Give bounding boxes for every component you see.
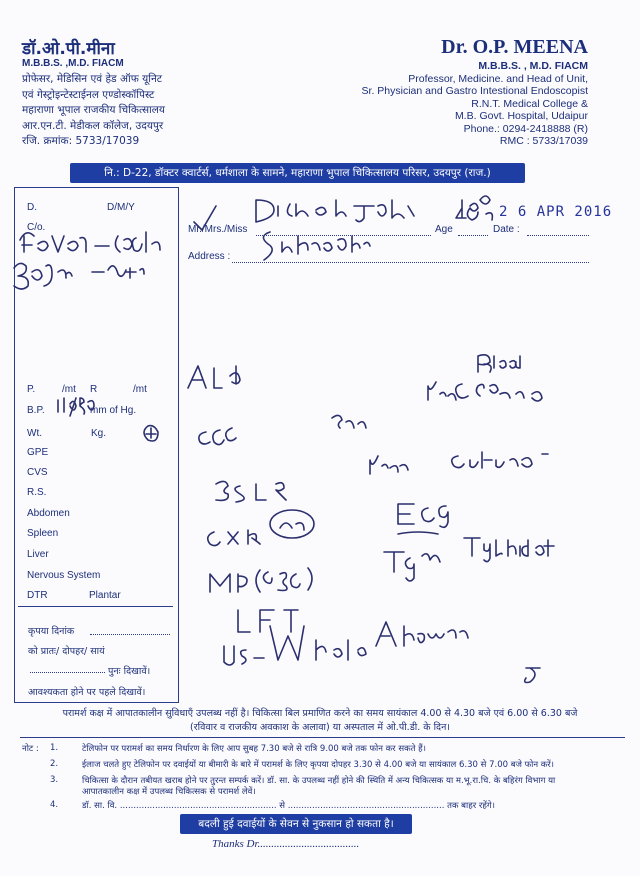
en-line: Phone.: 0294-2418888 (R) xyxy=(463,122,588,135)
test-cxr-pa-ink xyxy=(280,523,304,530)
weight-label: Wt. xyxy=(27,428,42,439)
exam-item-nervous: Nervous System xyxy=(27,570,101,581)
note-text: डॉ. सा. वि. .......................................................... से .......................................................... तक बाहर रहेंगे। xyxy=(82,801,495,811)
note-text: टेलिफोन पर परामर्श का समय निर्धारण के लिए आप सुबह 7.30 बजे से रात्रि 9.00 बजे तक फोन कर सकते हैं। xyxy=(82,744,426,754)
footer-divider xyxy=(20,737,625,738)
test-cxr-pa-circle xyxy=(270,510,314,538)
warning-bar: बदली हुई दवाईयों के सेवन से नुकसान हो सकता है। xyxy=(180,814,412,834)
hi-line: आर.एन.टी. मेडीकल कॉलेज, उदयपुर xyxy=(22,119,164,132)
en-line: Professor, Medicine. and Head of Unit, xyxy=(408,72,588,85)
age-label: Age xyxy=(435,224,453,235)
address-ink xyxy=(263,232,370,260)
exam-item-liver: Liver xyxy=(27,549,49,560)
revisit-time-prompt: को प्रातः/ दोपहर/ सायं xyxy=(28,646,105,657)
complaint-bodyache-ink xyxy=(14,263,144,289)
scribble-right-ink xyxy=(525,668,540,683)
note-num: 2. xyxy=(50,759,59,769)
pulse-unit: /mt xyxy=(62,384,76,395)
show-again-text: पुनः दिखावें। xyxy=(108,666,151,677)
en-line: RMC : 5733/17039 xyxy=(499,135,588,147)
exam-item-spleen: Spleen xyxy=(27,528,59,539)
hi-line: प्रोफेसर, मेडिसिन एवं हेड ऑफ यूनिट xyxy=(22,73,163,85)
address-label: Address : xyxy=(188,251,231,262)
test-cbc-ink xyxy=(199,428,236,445)
weight-unit: Kg. xyxy=(91,428,107,439)
residence-address-bar: नि.: D-22, डॉक्टर क्वार्टर्स, धर्मशाला के सामने, महाराणा भुपाल चिकित्सालय परिसर, उदयपुर (राज.) xyxy=(70,163,525,183)
dtr-label: DTR xyxy=(27,590,48,601)
exam-item-rs: R.S. xyxy=(27,487,47,498)
en-line: M.B. Govt. Hospital, Udaipur xyxy=(454,110,588,122)
dmy-label: D/M/Y xyxy=(107,202,135,213)
test-ecg-ink xyxy=(398,504,448,527)
test-urine-left-ink xyxy=(332,415,366,428)
test-alk-ink xyxy=(188,366,240,388)
doctor-name-english: Dr. O.P. MEENA xyxy=(441,36,588,58)
weight-mark-ink xyxy=(144,426,158,441)
doctor-name-hindi: डॉ.ओ.पी.मीना xyxy=(22,39,115,59)
footer-line-2: (रविवार व राजकीय अवकाश के अलावा) या अस्पताल में ओ.पी.डी. के दिन। xyxy=(190,722,450,733)
resp-label: R xyxy=(90,384,98,395)
note-text: आपातकालीन कक्ष में उपलब्ध चिकित्सक से परामर्श लेवें। xyxy=(82,787,256,797)
exam-item-gpe: GPE xyxy=(27,447,49,458)
age-ink xyxy=(456,200,478,220)
pulse-label: P. xyxy=(27,384,36,395)
plantar-label: Plantar xyxy=(89,590,121,601)
bp-unit: mm of Hg. xyxy=(90,405,137,416)
degrees-hindi-side: M.B.B.S. ,M.D. FIACM xyxy=(22,58,124,69)
bp-value-ink xyxy=(58,398,94,416)
test-mp-ink xyxy=(210,568,312,592)
date-label: Date : xyxy=(493,224,520,235)
note-text: चिकित्सा के दौरान तबीयत खराब होने पर तुरन्त सम्पर्क करें। डॉ. सा. के उपलब्ध नहीं होने की स्थिति में अन्य चिकित्सक या म.भू.रा.चि. के बहिरंग विभाग या xyxy=(82,776,556,786)
note-text: ईलाज चलते हुए टेलिफोन पर दवाईयों या बीमारी के बारे में परामर्श के लिए कृपया दोपहर 3.30 से 4.00 बजे या सायंकाल 6.30 से 7.00 बजे फोन करें। xyxy=(82,760,554,770)
en-line: R.N.T. Medical College & xyxy=(471,97,588,110)
patient-name-label: Mr./Mrs./Miss xyxy=(188,224,248,235)
test-bslr-ink xyxy=(216,481,286,502)
test-urine-culture-ink xyxy=(370,452,532,474)
note-num: 3. xyxy=(50,775,59,785)
test-urine-cs-ink xyxy=(428,382,542,401)
co-label: C/o. xyxy=(27,222,46,233)
en-line: Sr. Physician and Gastro Intestional Endoscopist xyxy=(361,85,588,97)
resp-unit: /mt xyxy=(133,384,147,395)
exam-item-abdomen: Abdomen xyxy=(27,508,70,519)
show-earlier-text: आवश्यकता होने पर पहले दिखावें। xyxy=(28,687,146,698)
note-label: नोट : xyxy=(22,744,39,754)
thanks-line: Thanks Dr..................................... xyxy=(212,838,360,850)
footer-line-1: परामर्श कक्ष में आपातकालीन सुविधाएँ उपलब्ध नहीं है। चिकित्सा बिल प्रमाणित करने का समय सायंकाल 4.00 से 4.30 बजे एवं 6.00 से 6.30 बजे xyxy=(62,708,578,719)
test-lft-ink xyxy=(238,610,298,632)
stamp-ink xyxy=(480,196,492,220)
hi-line: एवं गेस्ट्रोइन्टेस्टाईनल एण्डोस्कॉपिस्ट xyxy=(22,88,155,101)
note-num: 4. xyxy=(50,800,59,810)
test-blood-ink xyxy=(478,355,520,372)
en-degrees: M.B.B.S. , M.D. FIACM xyxy=(478,60,588,72)
revisit-date-prompt: कृपया दिनांक xyxy=(28,626,75,637)
test-cxr-ink xyxy=(208,530,260,546)
bp-label: B.P. xyxy=(27,405,45,416)
patient-name-ink xyxy=(194,200,414,230)
test-typhidot-ink xyxy=(464,538,554,562)
d-label: D. xyxy=(27,202,37,213)
test-tgm-ink xyxy=(384,552,440,581)
exam-item-cvs: CVS xyxy=(27,467,48,478)
hi-line: महाराणा भूपाल राजकीय चिकित्सालय xyxy=(22,104,165,116)
date-stamp: 2 6 APR 2016 xyxy=(499,204,613,220)
note-num: 1. xyxy=(50,743,59,753)
complaint-fever-ink xyxy=(20,232,160,252)
hi-line: रजि. क्रमांक: 5733/17039 xyxy=(22,135,140,147)
